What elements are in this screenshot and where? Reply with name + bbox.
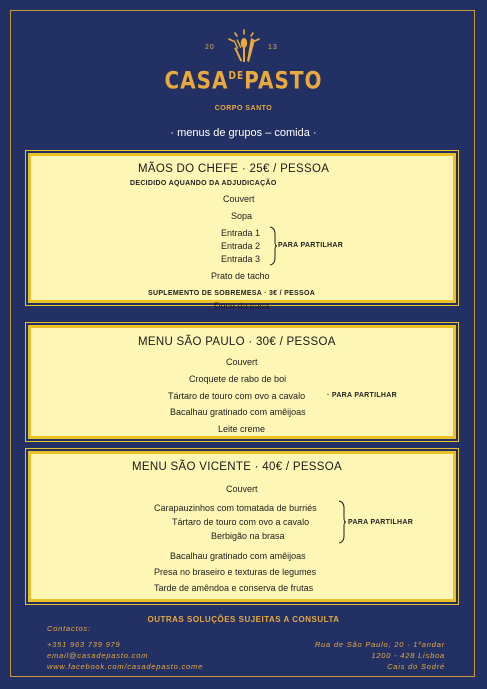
menu-item: Presa no braseiro e texturas de legumes (154, 567, 317, 577)
share-note: PARA PARTILHAR (348, 519, 414, 526)
address-line: Cais do Sodré (387, 662, 445, 671)
menu-item: Entrada 2 (221, 241, 261, 251)
menu-item: Entrada 3 (221, 254, 261, 264)
menu-item: Couvert (226, 484, 258, 494)
contacts-label: Contactos: (47, 624, 91, 633)
menu-item: Couvert (226, 357, 258, 367)
utensils-icon (216, 28, 272, 64)
footer-note: OUTRAS SOLUÇÕES SUJEITAS A CONSULTA (147, 615, 340, 624)
menu-note: DECIDIDO AQUANDO DA ADJUDICAÇÃO (130, 180, 277, 187)
year-right: 13 (268, 44, 278, 51)
menu-title: MENU SÃO PAULO · 30€ / PESSOA (138, 336, 336, 348)
brand-word-2: PASTO (244, 65, 323, 95)
page-heading: · menus de grupos – comida · (170, 127, 317, 139)
menu-card-sao-vicente (28, 451, 456, 602)
address-line: Rua de São Paulo, 20 · 1ºandar (314, 640, 445, 649)
brand-name (0, 66, 487, 95)
brand-word-1: CASA (164, 65, 229, 95)
menu-card-maos-do-chefe (28, 153, 456, 311)
menu-item: Tártaro de touro com ovo a cavalo (172, 517, 310, 527)
menu-item: Bacalhau gratinado com amêijoas (170, 551, 306, 561)
logo (0, 28, 487, 118)
menu-item: Bacalhau gratinado com amêijoas (170, 407, 306, 417)
menu-item: Tarde de amêndoa e conserva de frutas (154, 583, 314, 593)
contact-phone: +351 963 739 979 (47, 640, 121, 649)
share-note: PARA PARTILHAR (278, 242, 344, 249)
menu-item: Tártaro de touro com ovo a cavalo (168, 391, 306, 401)
menu-item: Doce da casa (214, 301, 270, 311)
menu-item: Leite creme (218, 424, 266, 434)
menu-item: Croquete de rabo de boi (189, 374, 287, 384)
menu-item: Sopa (231, 211, 253, 221)
share-note: · PARA PARTILHAR (327, 392, 397, 399)
address-line: 1200 - 428 Lisboa (371, 651, 445, 660)
menu-item: Berbigão na brasa (211, 531, 285, 541)
brand-subtitle: CORPO SANTO (214, 105, 273, 112)
menu-item: Entrada 1 (221, 228, 261, 238)
brace-icon (268, 226, 278, 266)
menu-title: MÃOS DO CHEFE · 25€ / PESSOA (138, 163, 330, 175)
menu-item: Couvert (223, 194, 255, 204)
menu-item: Prato de tacho (211, 271, 270, 281)
year-left: 20 (205, 44, 215, 51)
contact-email: email@casadepasto.com (47, 651, 149, 660)
brace-icon (337, 500, 347, 544)
brand-word-de: DE (228, 70, 245, 83)
menu-item: Carapauzinhos com tomatada de burriés (154, 503, 317, 513)
supplement-note: SUPLEMENTO DE SOBREMESA · 3€ / PESSOA (148, 290, 316, 297)
contact-facebook: www.facebook.com/casadepasto.come (47, 662, 204, 671)
menu-card-sao-paulo (28, 325, 456, 439)
menu-title: MENU SÃO VICENTE · 40€ / PESSOA (132, 461, 342, 473)
